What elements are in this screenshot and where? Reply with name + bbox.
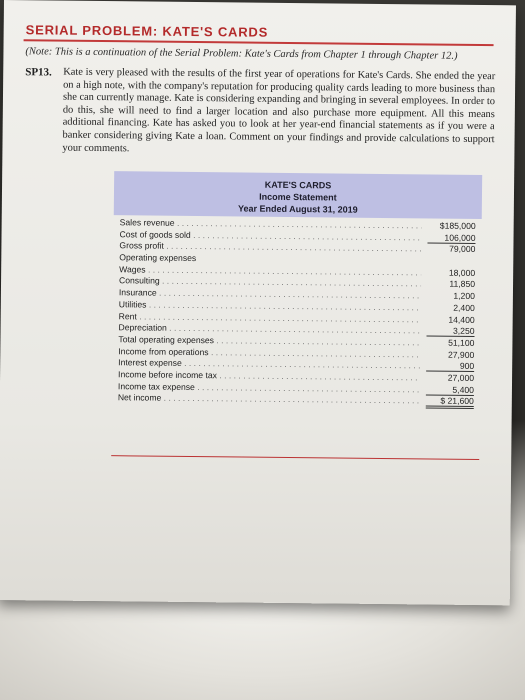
problem-text: Kate is very pleased with the results of the first year of operations for Kate's Cards. She ended the year on a high note, with the company's reputation for producing quality cards leading to more business than she can currently manage. Kate is considering expanding and bringing in several employees. In order to do this, she will need to find a larger location and also purchase more equipment. All this means additional financing. Kate has asked you to look at her year-end financial statements as if you were a banker considering giving Kate a loan. Comment on your findings and provide calculations to support your comments.: [62, 66, 496, 154]
row-amount: 1,200: [453, 290, 475, 302]
row-label-text: Utilities: [118, 299, 147, 310]
statement-rows: [112, 217, 482, 408]
statement-name: Income Statement: [259, 191, 337, 203]
row-amount: 3,250: [426, 326, 474, 338]
statement-row: [112, 392, 480, 408]
title-rule: [24, 39, 494, 46]
row-amount: 106,000: [427, 232, 475, 244]
row-amount: 51,100: [448, 337, 475, 348]
row-label-text: Income from operations: [118, 345, 209, 357]
row-label-text: Gross profit: [119, 240, 164, 252]
row-amount: 18,000: [448, 267, 476, 278]
row-amount: 14,400: [448, 314, 475, 325]
row-label-text: Operating expenses: [119, 252, 197, 264]
company-name: KATE'S CARDS: [264, 179, 332, 191]
row-amount: 79,000: [449, 244, 476, 255]
row-label-text: Rent: [118, 310, 137, 321]
income-statement: [111, 171, 482, 465]
row-amount: [427, 256, 475, 257]
row-label-text: Net income: [117, 392, 162, 403]
row-amount: 2,400: [453, 302, 475, 313]
row-amount: 900: [426, 361, 474, 373]
row-label-text: Income before income tax: [118, 369, 218, 381]
row-label-text: Depreciation: [118, 322, 167, 333]
row-amount: $ 21,600: [426, 396, 474, 410]
row-label-text: Income tax expense: [117, 380, 195, 392]
row-label-text: Wages: [119, 263, 146, 275]
row-label: [118, 393, 420, 406]
row-amount: 5,400: [426, 384, 474, 396]
row-amount: 27,900: [447, 349, 475, 360]
row-label-text: Interest expense: [118, 357, 182, 369]
row-amount: 11,850: [449, 279, 476, 290]
statement-header: [114, 171, 482, 219]
row-label-text: Insurance: [118, 287, 157, 298]
row-label-text: Cost of goods sold: [119, 228, 191, 240]
continuation-note: (Note: This is a continuation of the Serial Problem: Kate's Cards from Chapter 1 through Chapter 12.): [25, 46, 458, 62]
statement-period: Year Ended August 31, 2019: [237, 203, 358, 215]
row-label-text: Total operating expenses: [118, 334, 215, 346]
row-label-text: Sales revenue: [119, 217, 175, 228]
problem-number: SP13.: [25, 66, 52, 79]
section-title: SERIAL PROBLEM: KATE'S CARDS: [25, 22, 269, 40]
row-amount: $185,000: [439, 220, 476, 231]
statement-bottom-rule: [111, 455, 479, 460]
row-amount: 27,000: [447, 372, 475, 383]
row-label-text: Consulting: [119, 275, 160, 287]
